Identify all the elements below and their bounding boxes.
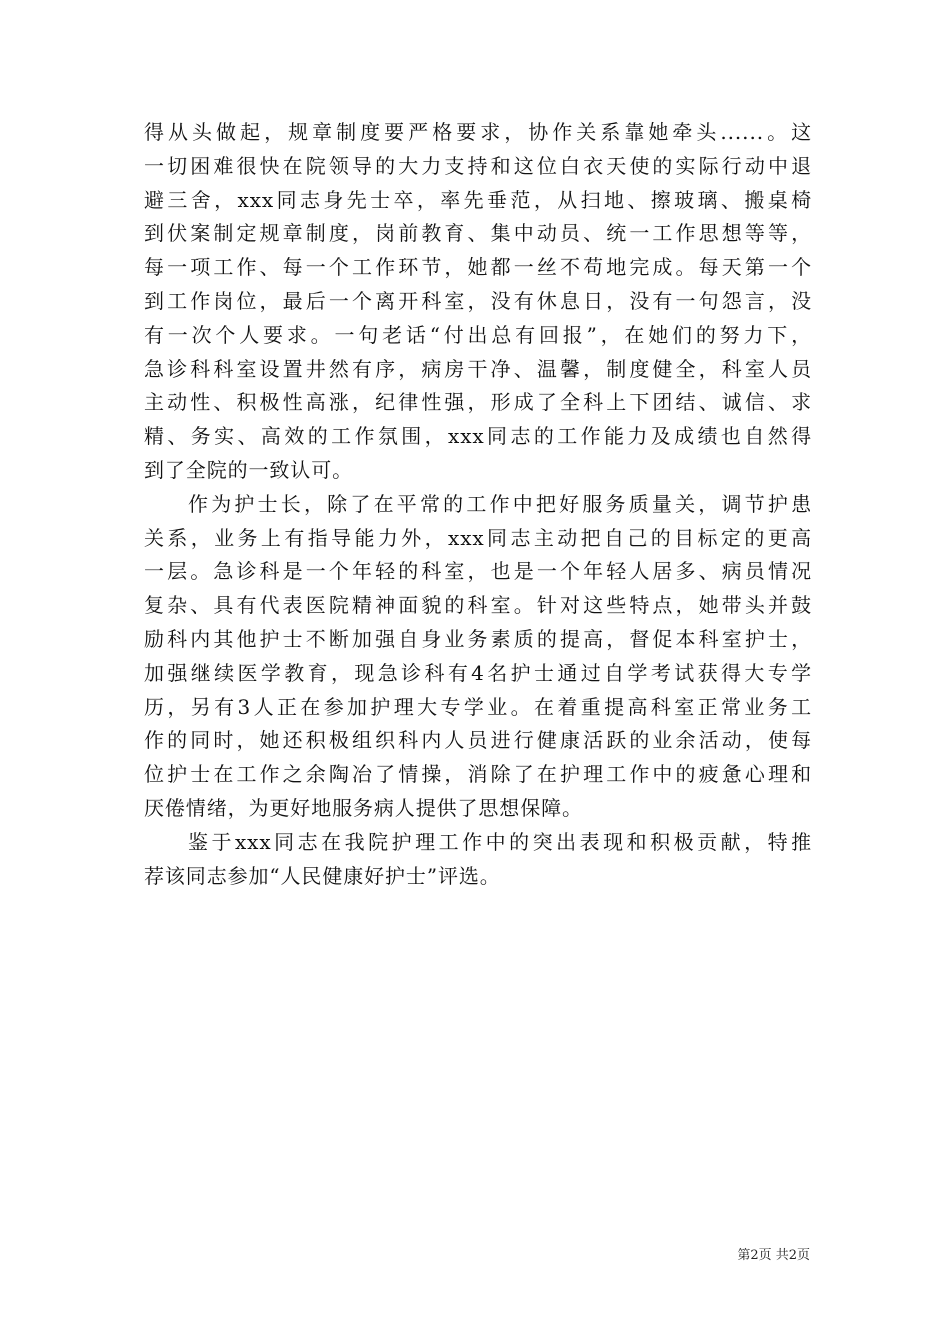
text-line: 得从头做起，规章制度要严格要求，协作关系靠她牵头......。这 — [144, 120, 812, 144]
paragraph-1 — [144, 116, 812, 488]
text-line: 一切困难很快在院领导的大力支持和这位白衣天使的实际行动中退 — [144, 153, 812, 178]
document-body — [144, 116, 812, 893]
text-line: 鉴于xxx同志在我院护理工作中的突出表现和积极贡献，特推 — [188, 829, 812, 854]
text-line: 加强继续医学教育，现急诊科有4名护士通过自学考试获得大专学 — [144, 660, 812, 685]
text-line: 到伏案制定规章制度，岗前教育、集中动员、统一工作思想等等， — [144, 221, 812, 246]
text-line: 急诊科科室设置井然有序，病房干净、温馨，制度健全，科室人员 — [144, 356, 812, 381]
text-line: 厌倦情绪，为更好地服务病人提供了思想保障。 — [144, 795, 583, 820]
text-line: 每一项工作、每一个工作环节，她都一丝不苟地完成。每天第一个 — [144, 255, 812, 280]
text-line: 有一次个人要求。一句老话“付出总有回报”，在她们的努力下， — [144, 322, 812, 347]
text-line: 主动性、积极性高涨，纪律性强，形成了全科上下团结、诚信、求 — [144, 390, 812, 415]
text-line: 励科内其他护士不断加强自身业务素质的提高，督促本科室护士， — [144, 626, 812, 651]
text-line: 到工作岗位，最后一个离开科室，没有休息日，没有一句怨言，没 — [144, 288, 812, 313]
text-line: 到了全院的一致认可。 — [144, 457, 353, 482]
text-line: 荐该同志参加“人民健康好护士”评选。 — [144, 863, 501, 888]
text-line: 精、务实、高效的工作氛围，xxx同志的工作能力及成绩也自然得 — [144, 424, 812, 449]
text-line: 复杂、具有代表医院精神面貌的科室。针对这些特点，她带头并鼓 — [144, 593, 812, 618]
paragraph-2 — [144, 488, 812, 826]
text-line: 历，另有3人正在参加护理大专学业。在着重提高科室正常业务工 — [144, 694, 812, 719]
paragraph-3 — [144, 826, 812, 894]
text-line: 一层。急诊科是一个年轻的科室，也是一个年轻人居多、病员情况 — [144, 559, 812, 584]
page-number: 第2页 共2页 — [737, 1248, 810, 1263]
text-line: 作为护士长，除了在平常的工作中把好服务质量关，调节护患 — [188, 491, 812, 516]
text-line: 避三舍，xxx同志身先士卒，率先垂范，从扫地、擦玻璃、搬桌椅 — [144, 187, 812, 212]
text-line: 位护士在工作之余陶冶了情操，消除了在护理工作中的疲惫心理和 — [144, 762, 812, 787]
text-line: 作的同时，她还积极组织科内人员进行健康活跃的业余活动，使每 — [144, 728, 812, 753]
text-line: 关系，业务上有指导能力外，xxx同志主动把自己的目标定的更高 — [144, 525, 812, 550]
